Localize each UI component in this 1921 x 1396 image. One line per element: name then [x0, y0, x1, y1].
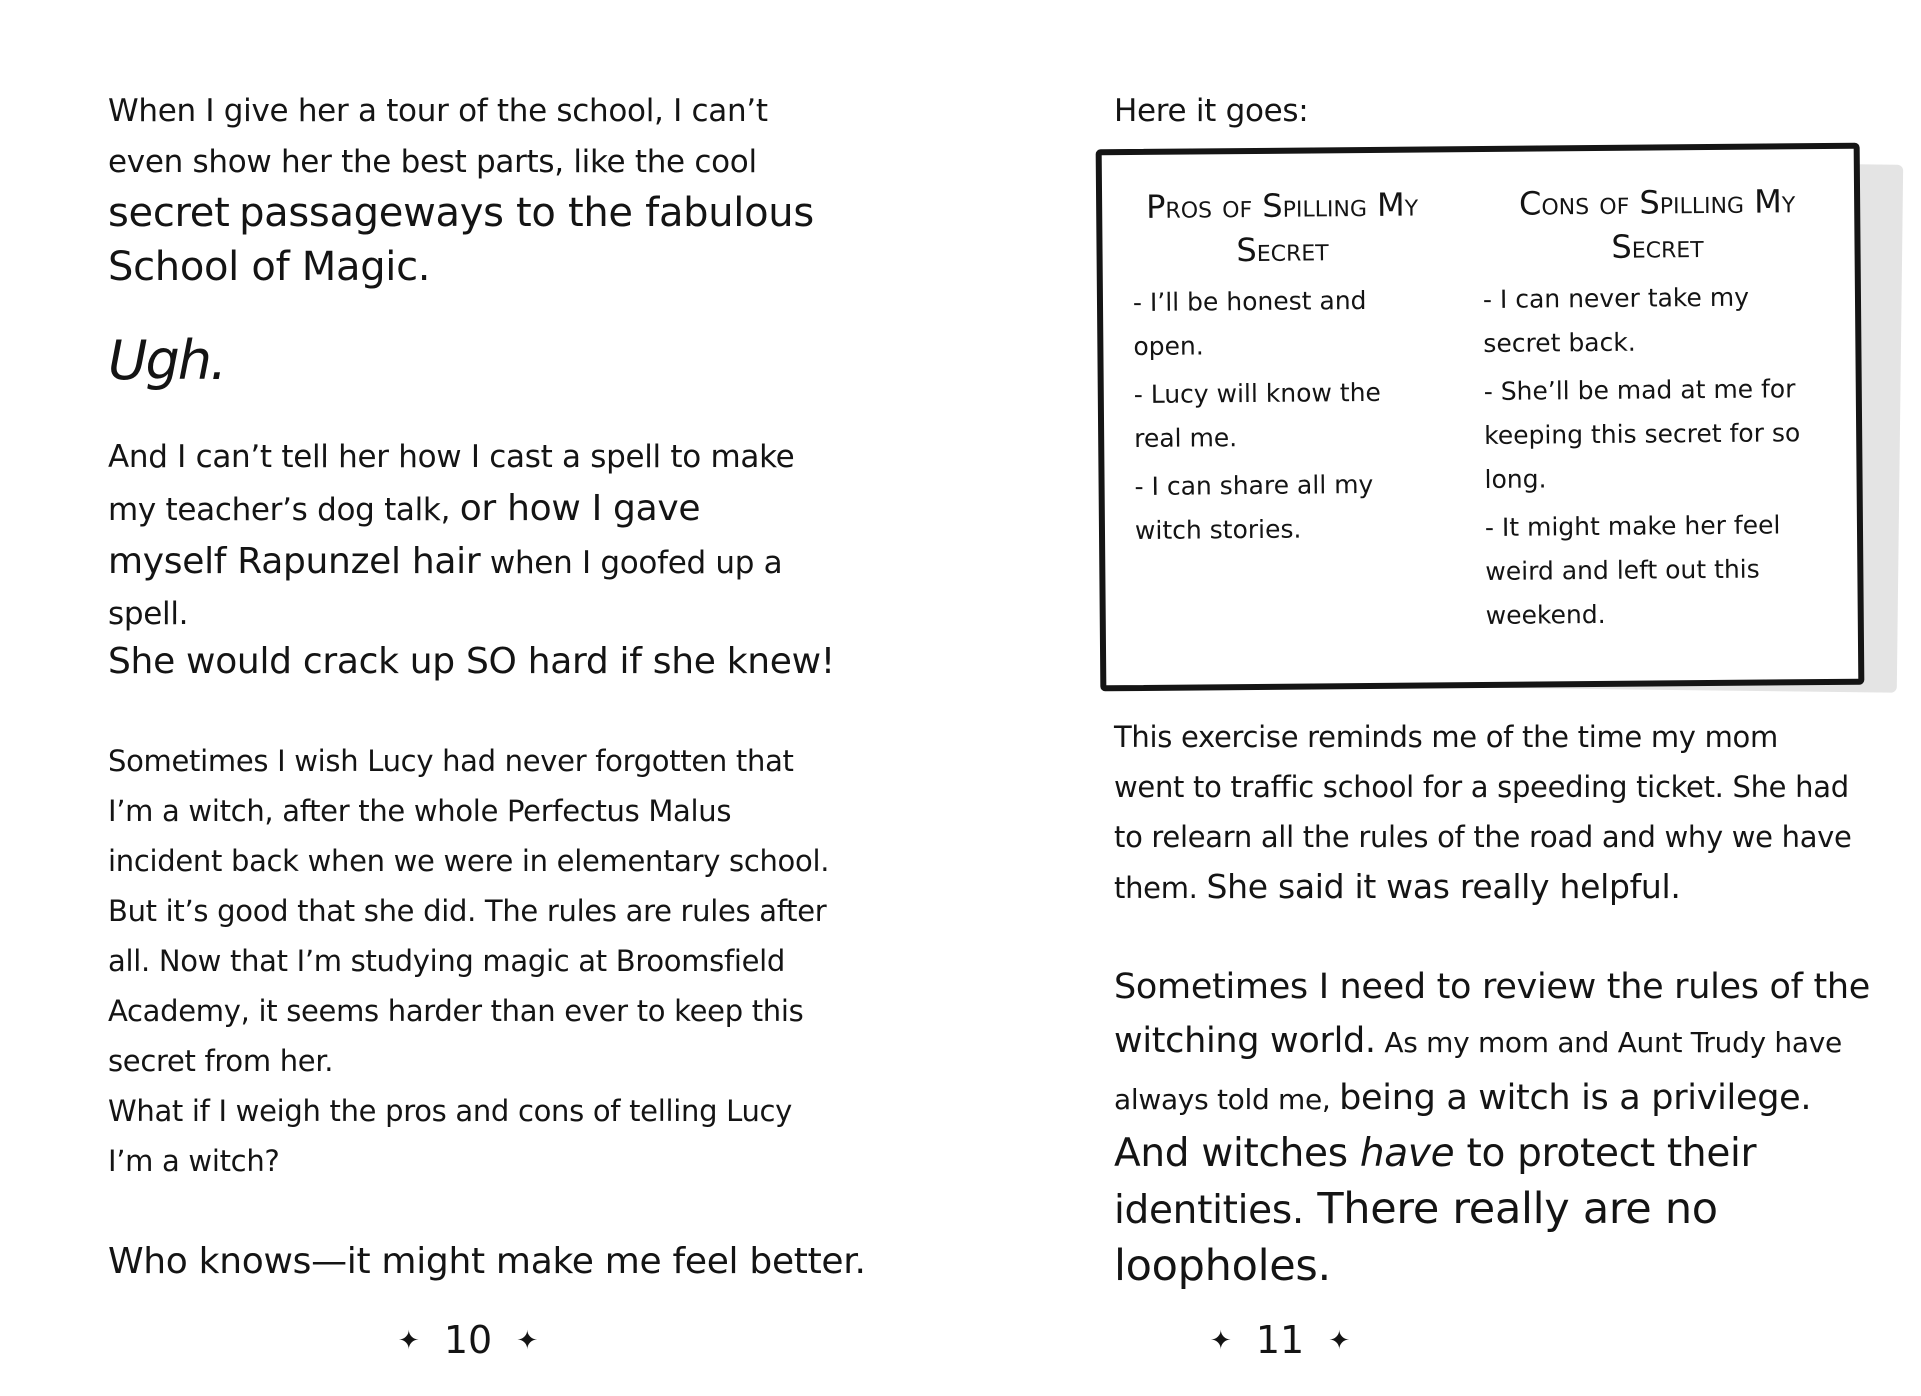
paragraph-who-knows: Who knows—it might make me feel better.	[108, 1241, 866, 1282]
paragraph-pros-cons: What if I weigh the pros and cons of telling Lucy I’m a witch?	[108, 1094, 793, 1178]
paragraph-spell-text-end: when I goofed up a spell.	[108, 545, 783, 632]
paragraph-rules-emphasis-3: And witches	[1114, 1131, 1360, 1176]
paragraph-spell-emphasis: or how I gave myself Rapunzel hair	[108, 488, 701, 582]
ugh-exclamation: Ugh.	[108, 329, 226, 392]
paragraph-tour	[108, 86, 828, 296]
pros-item: - Lucy will know the real me.	[1133, 377, 1381, 454]
cons-item: - It might make her feel weird and left out this weekend.	[1484, 510, 1781, 630]
paragraph-rules-italic: have	[1359, 1131, 1455, 1176]
paragraph-rules-emphasis-1: Sometimes I need to review the rules of the witching world.	[1114, 967, 1871, 1061]
paragraph-spell-text: And I can’t tell her how I cast a spell to make my teacher’s dog talk,	[108, 439, 795, 528]
pros-list	[1133, 278, 1435, 553]
pros-cons-box	[1096, 143, 1865, 692]
paragraph-tour-emphasis-rest: passageways to the fabulous School of Magic.	[108, 190, 814, 290]
cons-item: - She’ll be mad at me for keeping this secret for so long.	[1483, 374, 1801, 494]
paragraph-forgotten: Sometimes I wish Lucy had never forgotten that I’m a witch, after the whole Perfectus Malus incident back when we were in elementary school. But it’s good that she did. The rules are rules after all. Now that I’m studying magic at Broomsfield Academy, it seems harder than ever to keep this secret from her.	[108, 744, 830, 1078]
cons-list	[1483, 275, 1836, 638]
paragraph-crack-up: She would crack up SO hard if she knew!	[108, 641, 835, 682]
paragraph-spell	[108, 432, 808, 640]
paragraph-traffic-school-emphasis: She said it was really helpful.	[1206, 867, 1681, 906]
star-icon: ✦	[516, 1326, 539, 1356]
paragraph-rules-emphasis-5: There really are no loopholes.	[1114, 1184, 1718, 1291]
star-icon: ✦	[1328, 1326, 1351, 1356]
paragraph-tour-emphasis: secret	[108, 190, 230, 236]
paragraph-tour-text: When I give her a tour of the school, I can’t even show her the best parts, like the cool	[108, 93, 768, 180]
paragraph-traffic-school-text: This exercise reminds me of the time my mom went to traffic school for a speeding ticket. She had to relearn all the rules of the road and why we have them.	[1114, 720, 1852, 905]
cons-item: - I can never take my secret back.	[1482, 282, 1750, 358]
page-number-left-value: 10	[443, 1318, 493, 1362]
cons-title: Cons of Spilling My Secret	[1518, 182, 1796, 266]
paragraph-rules-text: As my mom and Aunt Trudy have always told me,	[1114, 1026, 1842, 1116]
page-number-right-value: 11	[1255, 1318, 1305, 1362]
cons-column	[1482, 179, 1836, 642]
star-icon: ✦	[397, 1326, 420, 1356]
page-number-left	[348, 1310, 588, 1371]
paragraph-rules-emphasis-2: being a witch is a privilege.	[1339, 1078, 1812, 1118]
star-icon: ✦	[1209, 1326, 1232, 1356]
pros-column	[1132, 182, 1435, 557]
pros-title: Pros of Spilling My Secret	[1145, 185, 1419, 270]
left-page	[0, 0, 960, 1396]
here-it-goes: Here it goes:	[1114, 93, 1309, 129]
paragraph-rules-emphasis-4: to protect their identities.	[1114, 1131, 1757, 1233]
pros-item: - I can share all my witch stories.	[1134, 469, 1374, 546]
pros-item: - I’ll be honest and open.	[1132, 285, 1367, 362]
